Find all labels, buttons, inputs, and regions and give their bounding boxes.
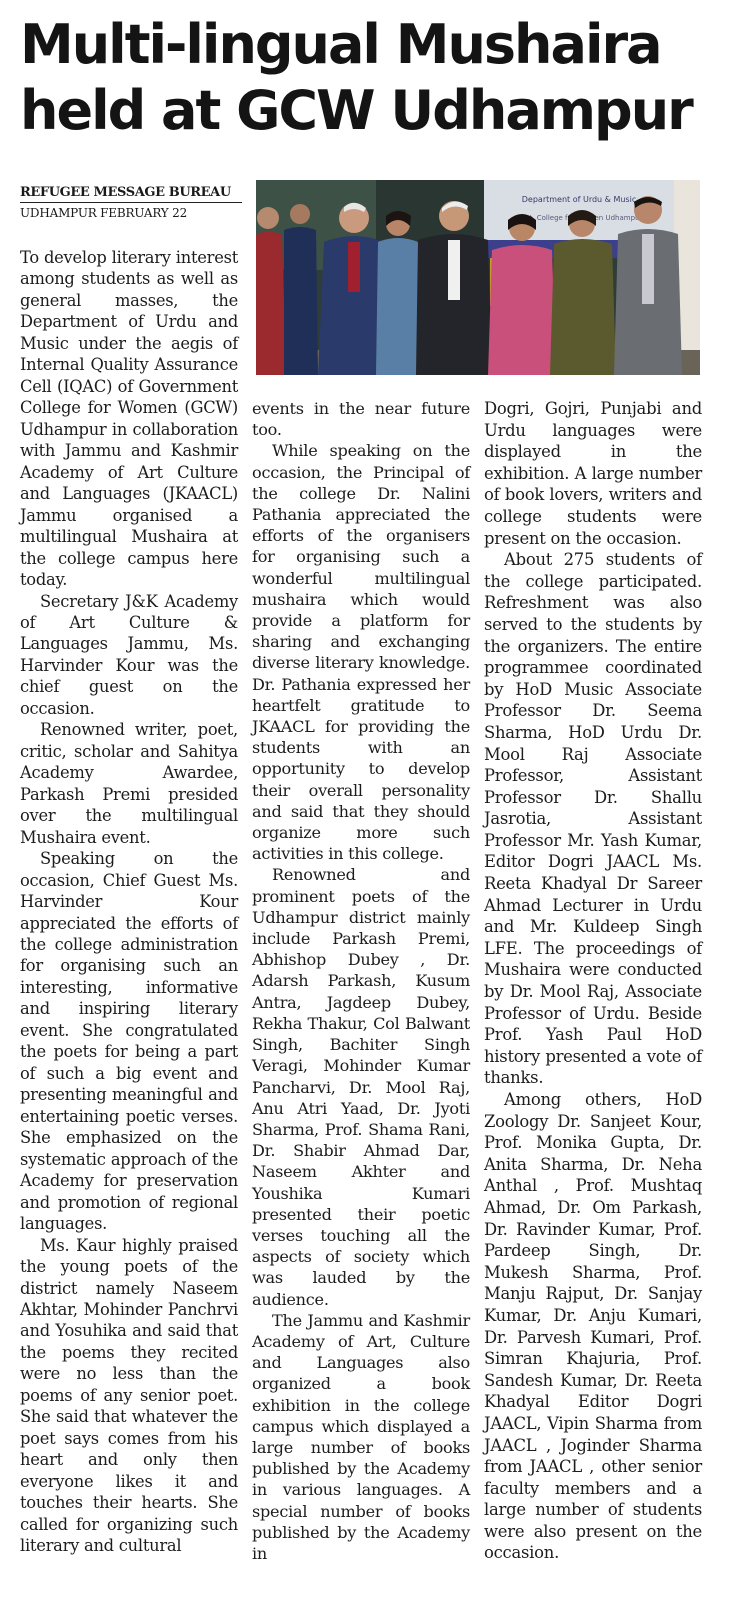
banner-text-1: Department of Urdu & Music [521,195,637,204]
dateline: UDHAMPUR FEBRUARY 22 [20,206,188,220]
paragraph: events in the near future too. [252,399,470,440]
headline-line-2: held at GCW Udhampur [20,79,692,142]
event-photo [256,180,700,375]
headline-line-1: Multi-lingual Mushaira [20,13,661,76]
column-3 [484,398,702,1582]
paragraph: Ms. Kaur highly praised the young poets of the district namely Naseem Akhtar, Mohinder Panchrvi and Yosuhika and said that the poems they recited were no less than the poems of any senior poet. She said that whatever the poet says comes from his heart and only then everyone likes it and touches their hearts. She called for organizing such literary and cultural [20,1235,238,1556]
column-1 [20,247,238,1582]
bureau-name: REFUGEE MESSAGE BUREAU [20,185,242,203]
byline [20,185,242,220]
paragraph: Renowned and prominent poets of the Udhampur district mainly include Parkash Premi, Abhishop Dubey , Dr. Adarsh Parkash, Kusum Antra, Jagdeep Dubey, Rekha Thakur, Col Balwant Singh, Bachiter Singh Veragi, Mohinder Kumar Pancharvi, Dr. Mool Raj, Anu Atri Yaad, Dr. Jyoti Sharma, Prof. Shama Rani, Dr. Shabir Ahmad Dar, Naseem Akhter and Youshika Kumari presented their poetic verses touching all the aspects of society which was lauded by the audience. [252,865,470,1309]
paragraph: Secretary J&K Academy of Art Culture & Languages Jammu, Ms. Harvinder Kour was the chief guest on the occasion. [20,591,238,718]
paragraph: Among others, HoD Zoology Dr. Sanjeet Kour, Prof. Monika Gupta, Dr. Anita Sharma, Dr. Neha Anthal , Prof. Mushtaq Ahmad, Dr. Om Parkash, Dr. Ravinder Kumar, Prof. Pardeep Singh, Dr. Mukesh Sharma, Prof. Manju Rajput, Dr. Sanjay Kumar, Dr. Anju Kumari, Dr. Parvesh Kumari, Prof. Simran Khajuria, Prof. Sandesh Kumar, Dr. Reeta Khadyal Editor Dogri JAACL, Vipin Sharma from JAACL , Joginder Sharma from JAACL , other senior faculty members and a large number of students were also present on the occasion. [484,1090,702,1563]
column-2 [252,398,470,1582]
paragraph: About 275 students of the college participated. Refreshment was also served to the students by the organizers. The entire programmee coordinated by HoD Music Associate Professor Dr. Seema Sharma, HoD Urdu Dr. Mool Raj Associate Professor, Assistant Professor Dr. Shallu Jasrotia, Assistant Professor Mr. Yash Kumar, Editor Dogri JAACL Ms. Reeta Khadyal Dr Sareer Ahmad Lecturer in Urdu and Mr. Kuldeep Singh LFE. The proceedings of Mushaira were conducted by Dr. Mool Raj, Associate Professor of Urdu. Beside Prof. Yash Paul HoD history presented a vote of thanks. [484,550,702,1088]
headline [20,12,720,144]
banner-text-2: College Udhampur [536,214,643,222]
felicitation-photo-illustration [256,180,700,375]
paragraph: While speaking on the occasion, the Principal of the college Dr. Nalini Pathania appreciated the efforts of the organisers for organising such a wonderful multilingual mushaira which would provide a platform for sharing and exchanging diverse literary knowledge. Dr. Pathania expressed her heartfelt gratitude to JKAACL for providing the students with an opportunity to develop their overall personality and said that they should organize more such activities in this college. [252,441,470,864]
paragraph: Speaking on the occasion, Chief Guest Ms. Harvinder Kour appreciated the efforts of the college administration for organising such an interesting, informative and inspiring literary event. She congratulated the poets for being a part of such a big event and presenting meaningful and entertaining poetic verses. She emphasized on the systematic approach of the Academy for preservation and promotion of regional languages. [20,849,238,1234]
paragraph: Renowned writer, poet, critic, scholar and Sahitya Academy Awardee, Parkash Premi presided over the multilingual Mushaira event. [20,720,238,847]
paragraph: Dogri, Gojri, Punjabi and Urdu languages were displayed in the exhibition. A large number of book lovers, writers and college students were present on the occasion. [484,399,702,548]
paragraph: To develop literary interest among students as well as general masses, the Department of Urdu and Music under the aegis of Internal Quality Assurance Cell (IQAC) of Government College for Women (GCW) Udhampur in collaboration with Jammu and Kashmir Academy of Art Culture and Languages (JKAACL) Jammu organised a multilingual Mushaira at the college campus here today. [20,248,238,590]
person-2 [284,204,318,375]
paragraph: The Jammu and Kashmir Academy of Art, Culture and Languages also organized a book exhibition in the college campus which displayed a large number of books published by the Academy in various languages. A special number of books published by the Academy in [252,1310,470,1563]
